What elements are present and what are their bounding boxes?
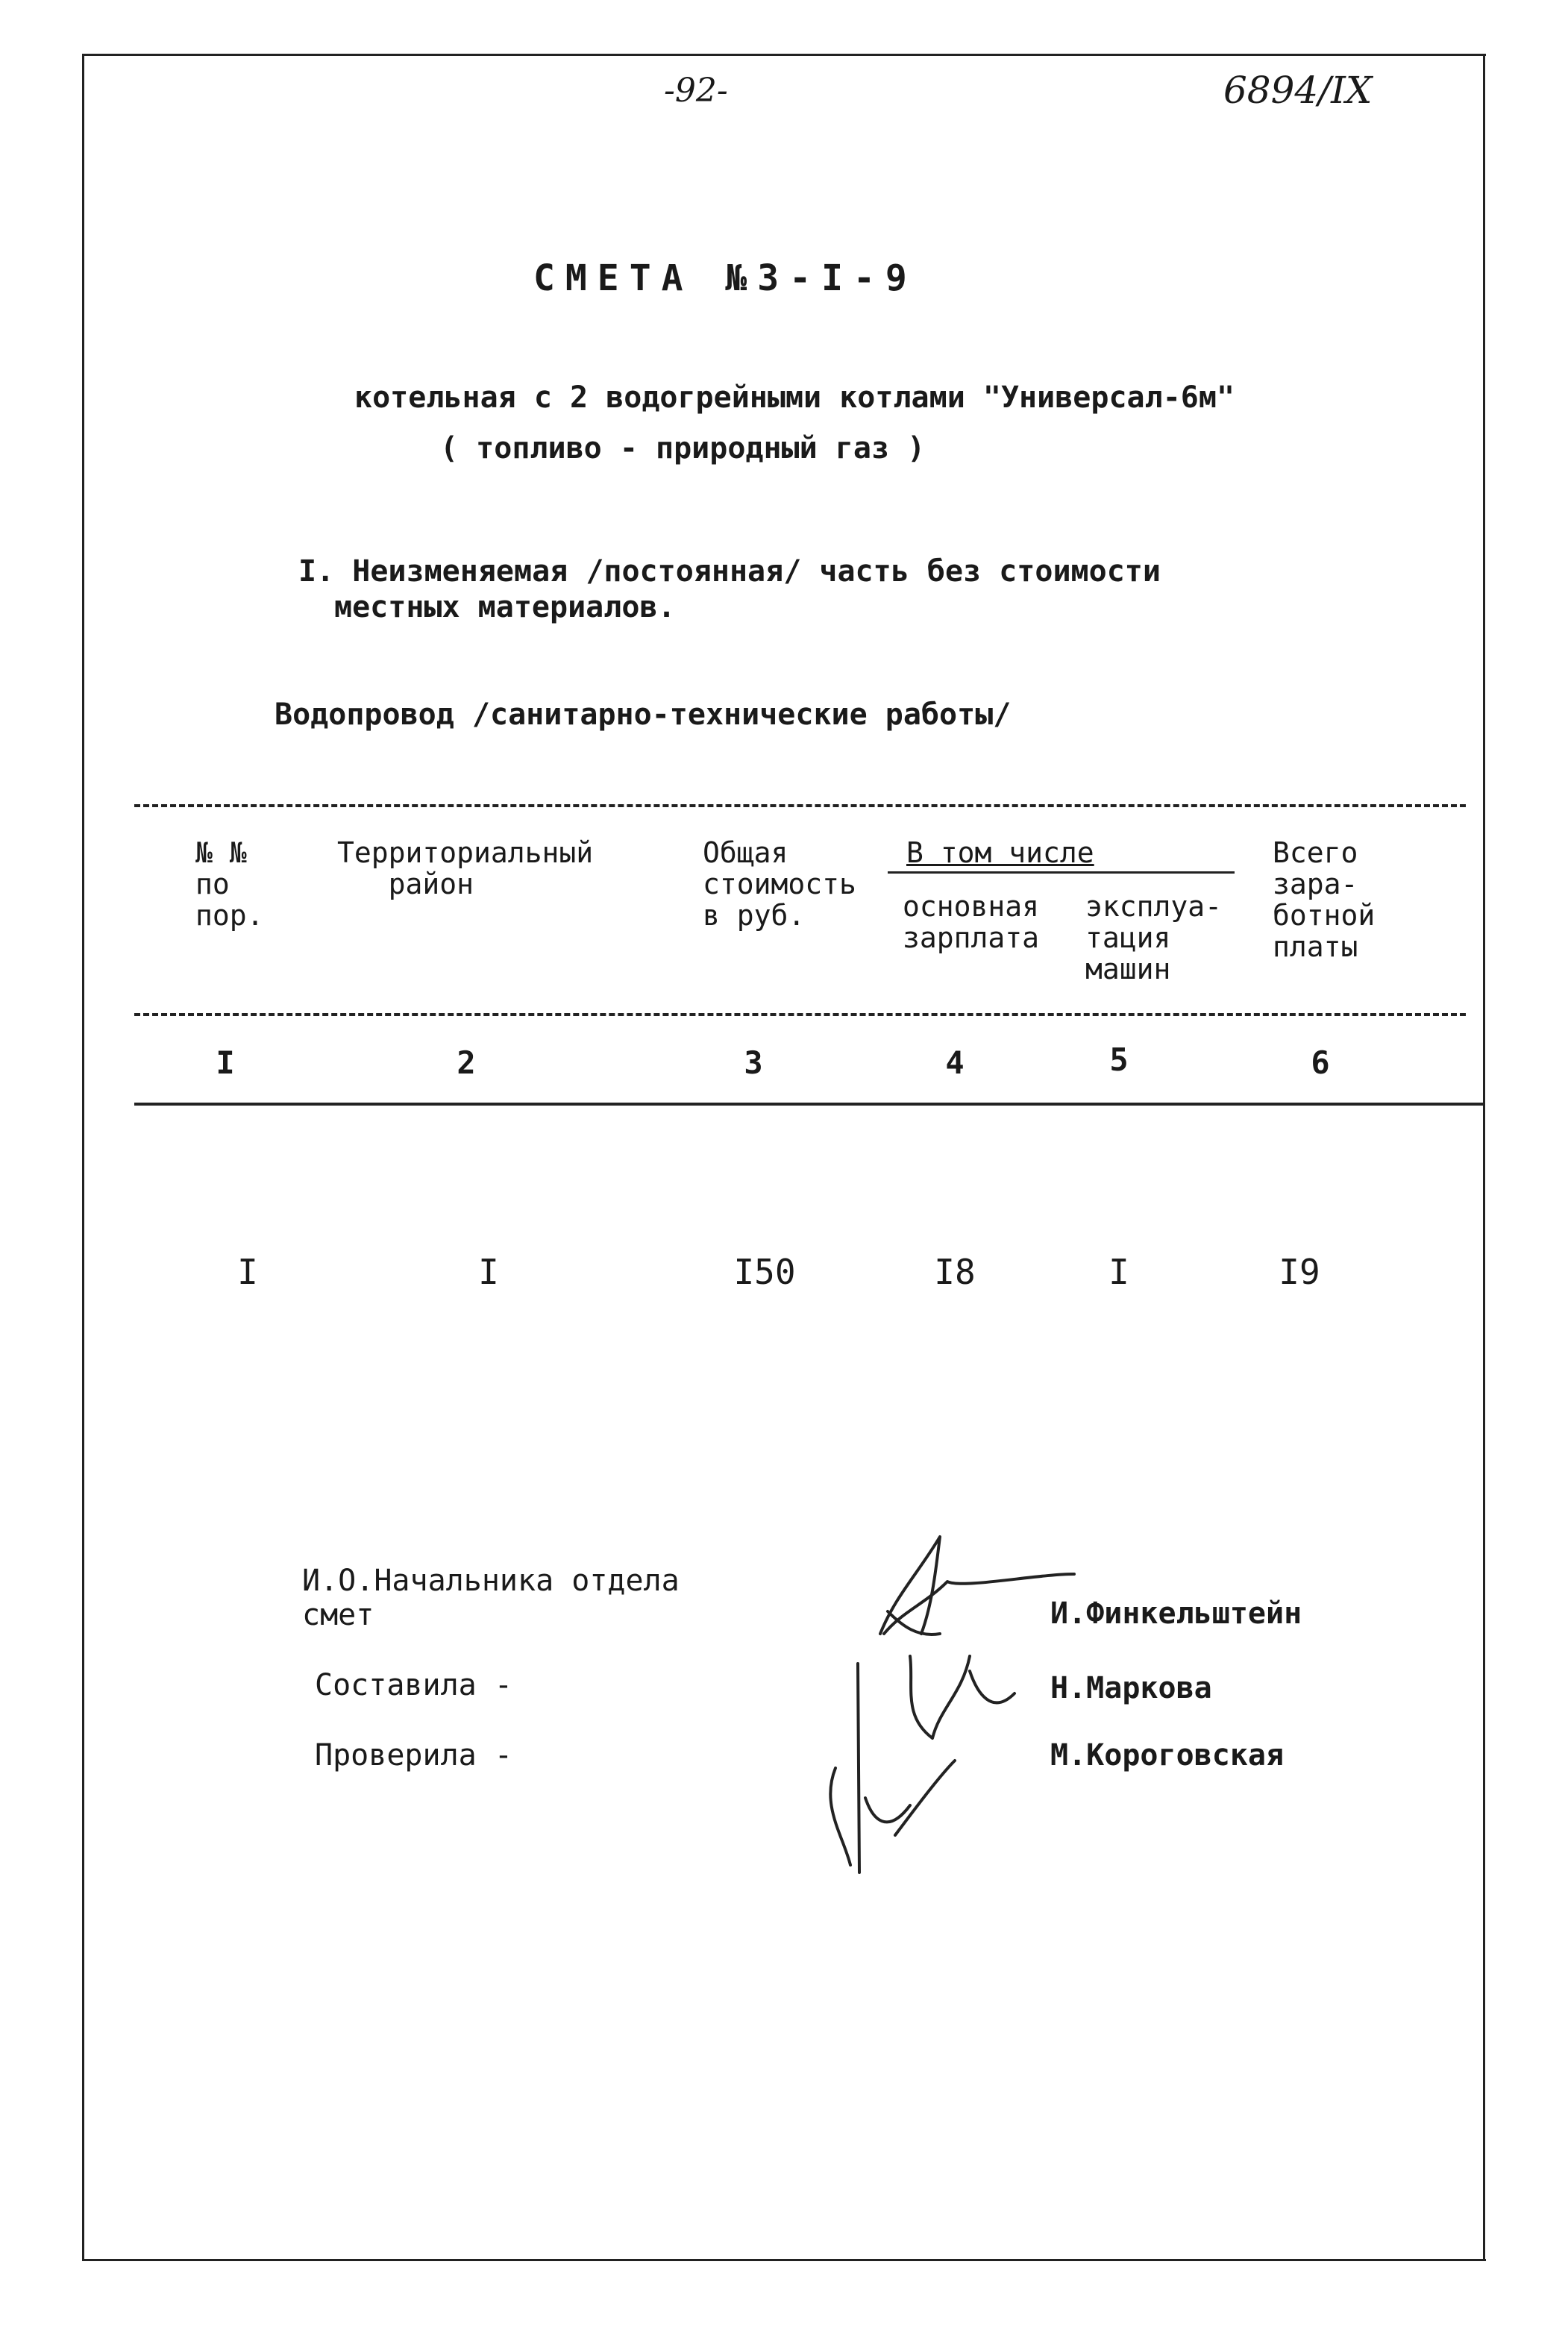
signer-name-2: Н.Маркова bbox=[1050, 1671, 1212, 1705]
page-number: -92- bbox=[664, 72, 728, 110]
row-cell-machine-operation: I bbox=[1108, 1252, 1129, 1292]
document-code: 6894/IX bbox=[1223, 69, 1373, 112]
signer-role-1-line-1: И.О.Начальника отдела bbox=[302, 1564, 680, 1598]
header-col-total-cost: Общая стоимость в руб. bbox=[703, 836, 856, 932]
section-part-line-2: местных материалов. bbox=[334, 590, 676, 624]
header-group-including: В том числе bbox=[906, 836, 1094, 869]
section-part bbox=[298, 554, 1161, 625]
column-number-1: I bbox=[216, 1044, 235, 1081]
column-number-4: 4 bbox=[945, 1044, 965, 1081]
row-cell-base-salary: I8 bbox=[934, 1252, 976, 1292]
table-top-rule bbox=[134, 804, 1466, 807]
row-cell-total-wages: I9 bbox=[1279, 1252, 1320, 1292]
frame-top-line bbox=[82, 54, 1486, 56]
column-number-5: 5 bbox=[1109, 1041, 1129, 1078]
row-cell-region: I bbox=[478, 1252, 499, 1292]
header-bottom-rule bbox=[134, 1013, 1466, 1016]
section-part-line-1: I. Неизменяемая /постоянная/ часть без стоимости bbox=[298, 554, 1161, 589]
row-cell-total-cost: I50 bbox=[733, 1252, 796, 1292]
column-number-3: 3 bbox=[744, 1044, 763, 1081]
column-number-6: 6 bbox=[1311, 1044, 1330, 1081]
header-col-number: № № по пор. bbox=[195, 836, 264, 932]
column-number-2: 2 bbox=[457, 1044, 476, 1081]
row-cell-number: I bbox=[237, 1252, 258, 1292]
signer-role-1 bbox=[302, 1564, 680, 1632]
header-col-base-salary: основная зарплата bbox=[903, 890, 1040, 954]
frame-right-line bbox=[1483, 54, 1485, 2260]
subtitle-line-1: котельная с 2 водогрейными котлами "Универсал-6м" bbox=[354, 380, 1235, 415]
handwritten-signatures bbox=[791, 1522, 1089, 1895]
signer-role-2: Составила - bbox=[315, 1668, 512, 1702]
frame-left-line bbox=[82, 54, 84, 2260]
signer-role-1-line-2: смет bbox=[302, 1598, 374, 1632]
column-number-rule bbox=[134, 1103, 1484, 1106]
section-work-type: Водопровод /санитарно-технические работы/ bbox=[275, 698, 1012, 732]
header-col-total-wages: Всего зара- ботной платы bbox=[1273, 836, 1376, 963]
signer-role-3: Проверила - bbox=[315, 1738, 512, 1773]
document-title: СМЕТА №3-I-9 bbox=[533, 257, 918, 299]
signer-name-1: И.Финкельштейн bbox=[1050, 1596, 1302, 1631]
header-col-region: Территориальный район bbox=[337, 836, 594, 900]
subtitle-line-2: ( топливо - природный газ ) bbox=[440, 431, 926, 466]
header-col-machine-operation: эксплуа- тация машин bbox=[1085, 890, 1223, 985]
frame-bottom-line bbox=[82, 2259, 1486, 2261]
signer-name-3: М.Короговская bbox=[1050, 1738, 1285, 1773]
header-group-underline bbox=[888, 871, 1235, 874]
